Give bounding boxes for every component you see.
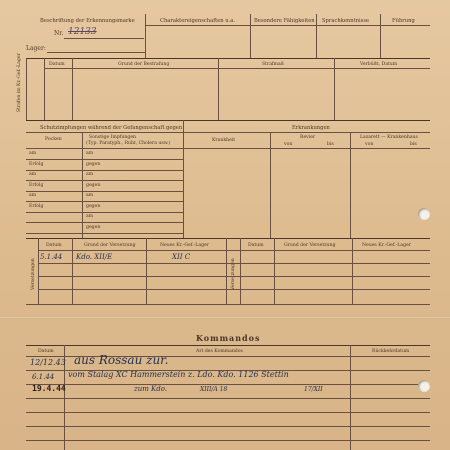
divider — [380, 14, 381, 58]
transfer-col-reason: Grund der Versetzung — [84, 243, 136, 248]
header-col-character: Charaktereigenschaften u.a. — [160, 18, 236, 24]
transfer-entry-reason: Kdo. XII/E — [76, 253, 113, 261]
transfer-col-reason-2: Grund der Versetzung — [284, 243, 336, 248]
punish-col-reason: Grund der Bestrafung — [118, 62, 170, 67]
row-rule — [26, 384, 430, 385]
vaccination-right-label: gegen — [86, 182, 101, 188]
vaccination-left-label: am — [29, 151, 37, 156]
vaccination-row-rule — [26, 212, 183, 213]
vaccination-left-label: Erfolg — [29, 203, 44, 209]
label-transfers-left: Versetzungen — [31, 258, 36, 290]
kommando-col-return: Rückkehrdatum — [372, 349, 410, 354]
header-col-languages: Sprachkenntnisse — [322, 18, 370, 24]
vacc-title: Schutzimpfungen während der Gefangenschaft gegen — [40, 125, 183, 131]
vaccination-left-label: am — [29, 193, 37, 198]
vaccination-right-label: am — [86, 151, 94, 156]
kommando-row2-text: vom Stalag XC Hammerstein z. Ldo. Kdo. 1126 Stettin — [68, 370, 289, 379]
header-rule — [145, 25, 430, 26]
row-rule — [26, 440, 430, 441]
section-rule — [26, 120, 430, 121]
vaccination-row-rule — [26, 170, 183, 171]
header-col-conduct: Führung — [392, 18, 415, 24]
kommando-row1-date: 12/12.43 — [30, 358, 66, 367]
transfer-col-camp: Neues Kr.-Gef.-Lager — [160, 243, 209, 248]
divider — [250, 14, 251, 58]
header-col-recognition-mark: Beschriftung der Erkennungsmarke — [40, 18, 135, 24]
row-rule — [44, 68, 430, 69]
divider — [274, 238, 275, 304]
vaccination-right-label: gegen — [86, 161, 101, 167]
divider — [146, 238, 147, 304]
vaccination-row-rule — [26, 180, 183, 181]
vaccination-right-label: am — [86, 214, 94, 219]
vaccination-left-label: Erfolg — [29, 182, 44, 188]
label-strafen: Strafen im Kr.-Gef.-Lager — [17, 53, 22, 112]
divider — [145, 14, 146, 58]
row-rule — [38, 263, 430, 264]
row-rule — [38, 250, 430, 251]
label-transfers-right: Versetzungen — [231, 258, 236, 290]
transfer-col-camp-2: Neues Kr.-Gef.-Lager — [362, 243, 411, 248]
divider — [316, 14, 317, 58]
section-rule — [26, 238, 430, 239]
illness-hosp-from: von — [365, 142, 374, 147]
kommando-row3-note: 17/XII — [304, 386, 323, 393]
section-rule — [26, 58, 430, 59]
punish-col-date: Datum — [49, 62, 65, 67]
vaccination-right-label: am — [86, 193, 94, 198]
punch-hole-top — [418, 208, 430, 220]
nr-label: Nr. — [54, 30, 64, 37]
row-rule — [26, 132, 430, 133]
nr-underline — [64, 38, 144, 39]
illness-ward-from: von — [284, 142, 293, 147]
divider — [72, 238, 73, 304]
illness-ward-to: bis — [327, 142, 334, 147]
transfer-entry-camp: XII C — [172, 253, 191, 261]
row-rule — [38, 289, 430, 290]
transfer-entry-date: 5.1.44 — [40, 253, 63, 261]
divider — [226, 238, 227, 304]
header-col-abilities: Besondere Fähigkeiten — [254, 18, 315, 24]
divider — [352, 238, 353, 304]
divider — [183, 120, 184, 238]
kommando-row3-date: 19.4.44 — [32, 384, 66, 393]
fold-crease — [0, 316, 450, 319]
punish-col-served: Verbüßt, Datum — [360, 62, 398, 67]
kommando-col-type: Art des Kommandos — [196, 349, 243, 354]
row-rule — [26, 412, 430, 413]
kommando-row3-text: zum Kdo. — [134, 385, 168, 393]
kommando-row1-text: aus Rossau zur. — [74, 353, 169, 367]
section-rule — [26, 345, 430, 346]
vaccination-row-rule — [26, 191, 183, 192]
row-rule — [38, 276, 430, 277]
vacc-col-other-sub: (Typ. Paratyph., Ruhr, Cholera usw.) — [86, 141, 171, 146]
divider — [26, 58, 27, 120]
vaccination-row-rule — [26, 159, 183, 160]
vaccination-left-label: Erfolg — [29, 161, 44, 167]
row-rule — [26, 398, 430, 399]
lager-label: Lager: — [26, 45, 46, 52]
punish-col-penalty: Strafmaß — [262, 62, 284, 67]
kommando-col-date: Datum — [38, 349, 54, 354]
lager-underline — [47, 52, 145, 53]
illness-col-ward: Revier — [300, 135, 316, 140]
illness-title: Erkrankungen — [292, 125, 330, 131]
illness-col-name: Krankheit — [212, 138, 236, 143]
vaccination-right-label: gegen — [86, 224, 101, 230]
kommandos-title: Kommandos — [196, 333, 261, 343]
divider — [240, 238, 241, 304]
vaccination-row-rule — [26, 222, 183, 223]
transfer-col-date: Datum — [46, 243, 62, 248]
vaccination-row-rule — [26, 233, 183, 234]
vacc-col-pox: Pocken — [45, 137, 62, 142]
transfer-col-date-2: Datum — [248, 243, 264, 248]
row-rule — [26, 148, 430, 149]
vaccination-left-label: am — [29, 172, 37, 177]
vacc-col-other: Sonstige Impfungen — [89, 135, 137, 140]
illness-hosp-to: bis — [410, 142, 417, 147]
punch-hole-bottom — [418, 380, 430, 392]
vaccination-row-rule — [26, 201, 183, 202]
illness-col-hospital: Lazarett — Krankenhaus — [360, 135, 418, 140]
row-rule — [26, 426, 430, 427]
vaccination-right-label: am — [86, 172, 94, 177]
divider — [38, 238, 39, 304]
row-rule — [26, 304, 430, 305]
kommando-row3-code: XIII/A 18 — [200, 386, 228, 393]
kommando-row2-date: 6.1.44 — [32, 373, 55, 381]
nr-value: 12133 — [68, 27, 97, 37]
vaccination-right-label: gegen — [86, 203, 101, 209]
